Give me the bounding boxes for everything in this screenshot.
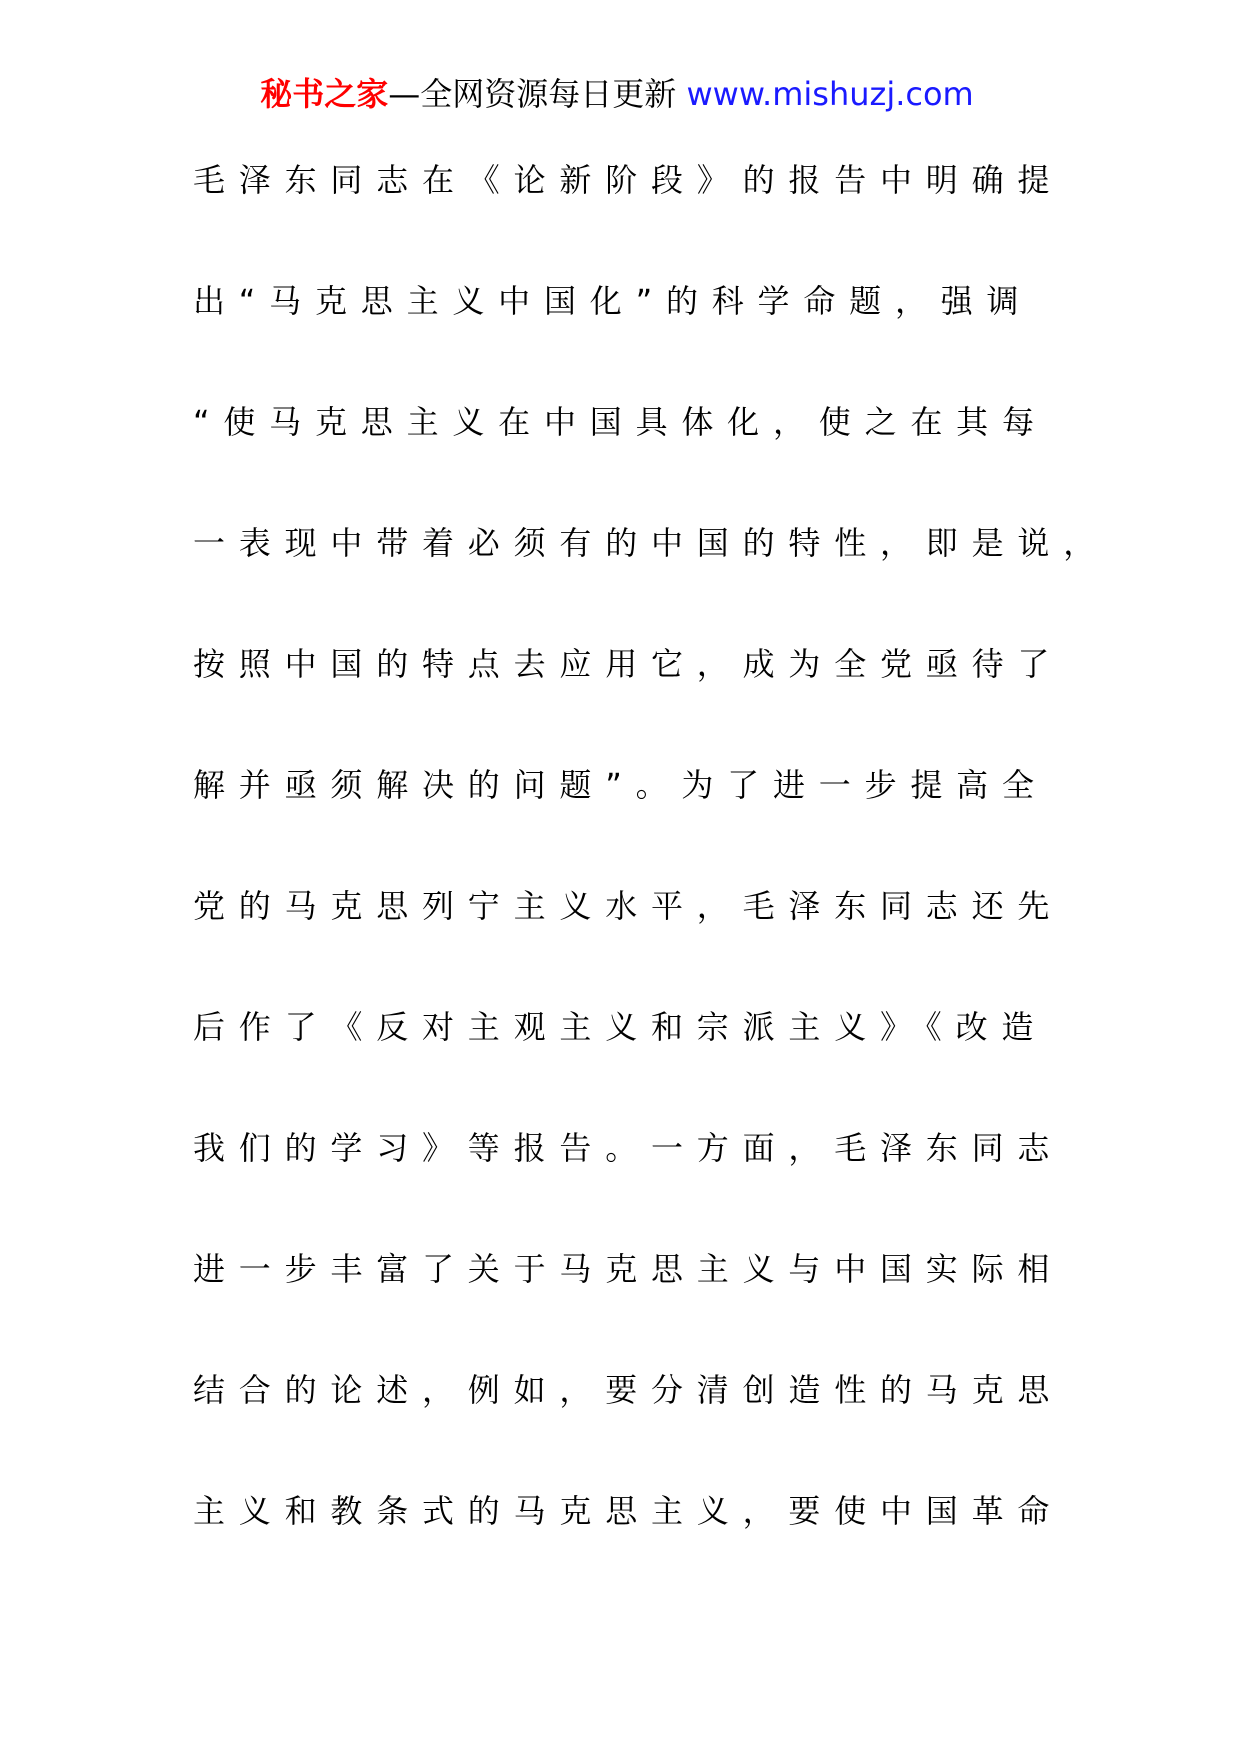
page-header bbox=[0, 72, 1234, 116]
body-line: 结合的论述，例如，要分清创造性的马克思 bbox=[193, 1371, 1064, 1409]
brand-name: 秘书之家 bbox=[260, 75, 389, 113]
body-line: 毛泽东同志在《论新阶段》的报告中明确提 bbox=[193, 161, 1064, 199]
document-body bbox=[193, 158, 1110, 1610]
body-line: “使马克思主义在中国具体化，使之在其每 bbox=[193, 403, 1048, 441]
body-line: 主义和教条式的马克思主义，要使中国革命 bbox=[193, 1492, 1064, 1530]
body-line: 我们的学习》等报告。一方面，毛泽东同志 bbox=[193, 1129, 1064, 1167]
body-line: 按照中国的特点去应用它，成为全党亟待了 bbox=[193, 645, 1064, 683]
body-line: 党的马克思列宁主义水平，毛泽东同志还先 bbox=[193, 887, 1064, 925]
header-tagline: —全网资源每日更新 bbox=[388, 75, 677, 113]
body-line: 后作了《反对主观主义和宗派主义》《改造 bbox=[193, 1008, 1048, 1046]
body-line: 出“马克思主义中国化”的科学命题，强调 bbox=[193, 282, 1033, 320]
body-line: 一表现中带着必须有的中国的特性，即是说， bbox=[193, 524, 1110, 562]
body-line: 解并亟须解决的问题”。为了进一步提高全 bbox=[193, 766, 1048, 804]
body-line: 进一步丰富了关于马克思主义与中国实际相 bbox=[193, 1250, 1064, 1288]
site-url-link[interactable]: www.mishuzj.com bbox=[686, 75, 974, 113]
